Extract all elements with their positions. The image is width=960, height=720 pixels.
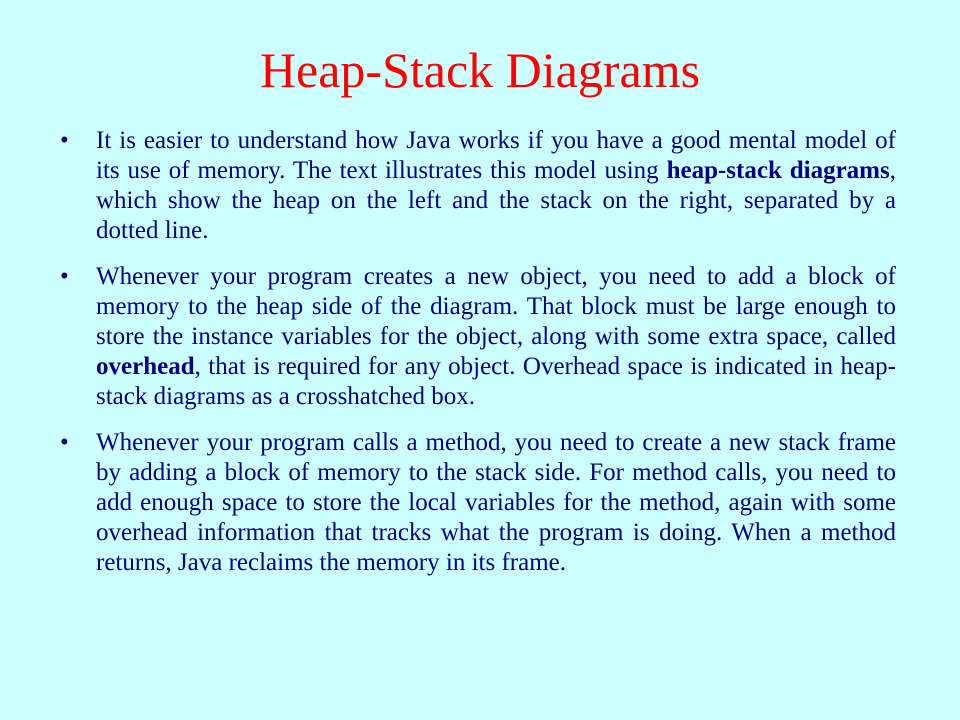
bullet-item-new-object <box>60 262 896 412</box>
bullet-text: , that is required for any object. Overhead space is indicated in heap-stack diagrams as a crosshatched box. <box>96 353 896 410</box>
bold-term-heap-stack-diagrams: heap-stack diagrams <box>666 157 890 184</box>
bullet-icon: • <box>60 429 69 456</box>
bullet-text: It is easier to understand how Java works if you have a good mental model of its use of memory. The text illustrates this model using <box>96 127 896 184</box>
bullet-item-method-call <box>60 428 896 578</box>
bullet-text: Whenever your program creates a new object, you need to add a block of memory to the heap side of the diagram. That block must be large enough to store the instance variables for the object, along with some extra space, called <box>96 263 896 350</box>
bullet-icon: • <box>60 127 69 154</box>
bullet-text: Whenever your program calls a method, you need to create a new stack frame by adding a block of memory to the stack side. For method calls, you need to add enough space to store the local variables for the method, again with some overhead information that tracks what the program is doing. When a method returns, Java reclaims the memory in its frame. <box>96 429 896 576</box>
bullet-item-java-memory-model <box>60 126 896 246</box>
bullet-text: , which show the heap on the left and the stack on the right, separated by a dotted line. <box>96 157 896 244</box>
slide-title: Heap-Stack Diagrams <box>259 42 701 98</box>
bullet-list <box>60 126 896 578</box>
bold-term-overhead: overhead <box>96 353 195 380</box>
bullet-icon: • <box>60 263 69 290</box>
